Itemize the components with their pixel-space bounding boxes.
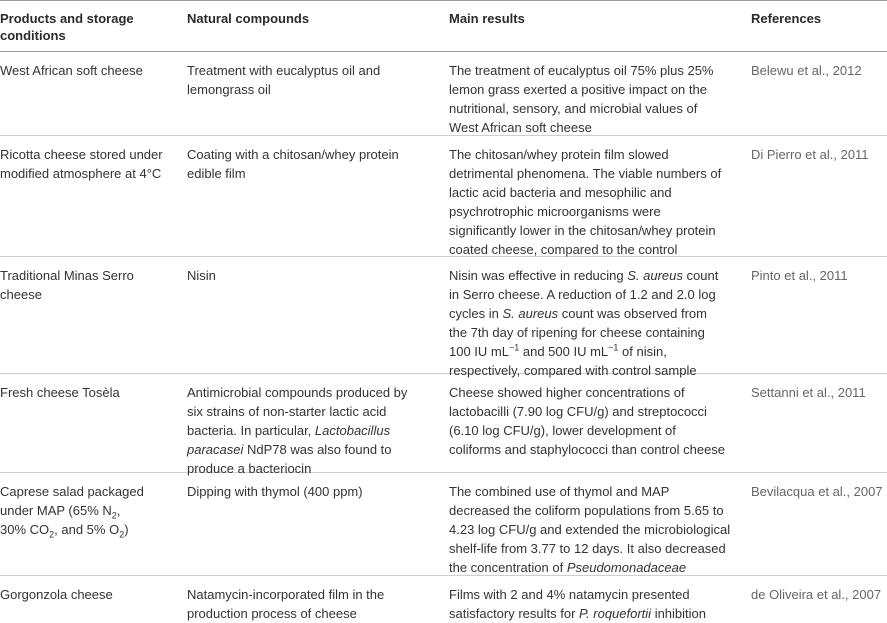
text-run: 30% CO	[0, 522, 50, 537]
cell-line: Dipping with thymol (400 ppm)	[187, 484, 363, 499]
table-row	[0, 576, 887, 621]
text-run: the concentration of	[449, 560, 567, 575]
results-cell	[449, 374, 751, 472]
header-products-line: Products and storage	[0, 11, 134, 26]
cell-line: nutritional, sensory, and microbial values of	[449, 101, 698, 116]
compounds-cell	[187, 576, 449, 621]
results-cell	[449, 136, 751, 256]
cell-line: Nisin	[187, 268, 216, 283]
text-run: satisfactory results for	[449, 606, 580, 621]
cell-line: the 7th day of ripening for cheese containing	[449, 325, 705, 340]
species-name: Lactobacillus	[314, 423, 391, 438]
cell-line: cheese	[0, 287, 42, 302]
cell-line	[187, 440, 449, 459]
species-name: P. roquefortii	[579, 606, 652, 621]
cell-line: lactobacilli (7.90 log CFU/g) and streptococci	[449, 404, 707, 419]
header-references: References	[751, 11, 822, 26]
text-run: 100 IU mL	[449, 344, 509, 359]
reference-cell: Settanni et al., 2011	[751, 385, 866, 400]
text-run: bacteria. In particular,	[187, 423, 315, 438]
compounds-cell	[187, 473, 449, 575]
cell-line: modified atmosphere at 4°C	[0, 166, 162, 181]
table-header	[0, 1, 887, 52]
product-cell	[0, 576, 187, 607]
text-run: NdP78 was also found to	[243, 442, 392, 457]
cell-line: Traditional Minas Serro	[0, 268, 134, 283]
cell-line: Caprese salad packaged	[0, 484, 144, 499]
table-row	[0, 52, 887, 136]
product-cell	[0, 136, 187, 256]
cell-line: produce a bacteriocin	[187, 461, 312, 476]
results-cell	[449, 52, 751, 135]
text-run: of nisin,	[618, 344, 667, 359]
cell-line: (6.10 log CFU/g), lower development of	[449, 423, 676, 438]
text-run: , and 5% O	[54, 522, 120, 537]
text-run: cycles in	[449, 306, 503, 321]
species-name: S. aureus	[502, 306, 559, 321]
product-cell	[0, 374, 187, 472]
compounds-cell	[187, 136, 449, 256]
cell-line: Coating with a chitosan/whey protein	[187, 147, 399, 162]
species-name: Pseudomonadaceae	[566, 560, 687, 575]
cell-line: edible film	[187, 166, 246, 181]
cell-line: lactic acid bacteria and mesophilic and	[449, 185, 672, 200]
cell-line	[187, 421, 449, 440]
table-row	[0, 136, 887, 257]
text-run: inhibition	[651, 606, 707, 621]
header-compounds: Natural compounds	[187, 11, 310, 26]
reference-cell: Di Pierro et al., 2011	[751, 147, 869, 162]
cell-line	[0, 501, 187, 520]
cell-line: The combined use of thymol and MAP	[449, 484, 670, 499]
compounds-cell	[187, 52, 449, 135]
text-run: Nisin was effective in reducing	[449, 268, 628, 283]
text-run: count	[682, 268, 719, 283]
reference-cell: Belewu et al., 2012	[751, 63, 862, 78]
species-name: paracasei	[187, 442, 244, 457]
text-run: count was observed from	[558, 306, 707, 321]
table-row	[0, 374, 887, 476]
cell-line: Natamycin-incorporated film in the	[187, 587, 385, 602]
cell-line: The chitosan/whey protein film slowed	[449, 147, 669, 162]
text-run: and 500 IU mL	[519, 344, 609, 359]
superscript: −1	[608, 342, 619, 353]
cell-line: The treatment of eucalyptus oil 75% plus 25%	[449, 63, 714, 78]
results-cell	[449, 257, 751, 378]
product-cell	[0, 473, 187, 575]
cell-line: Treatment with eucalyptus oil and	[187, 63, 381, 78]
cell-line: Ricotta cheese stored under	[0, 147, 163, 162]
compounds-cell	[187, 374, 449, 476]
text-run: ,	[116, 503, 121, 518]
cell-line: lemongrass oil	[187, 82, 271, 97]
subscript: 2	[49, 529, 55, 540]
header-products	[0, 1, 187, 51]
cell-line	[449, 342, 751, 361]
subscript: 2	[111, 510, 117, 521]
header-results: Main results	[449, 11, 525, 26]
cell-line	[449, 266, 751, 285]
cell-line: in Serro cheese. A reduction of 1.2 and 2.0 log	[449, 287, 716, 302]
table-row	[0, 473, 887, 576]
reference-cell: Bevilacqua et al., 2007	[751, 484, 883, 499]
cell-line: significantly lower in the chitosan/whey protein	[449, 223, 716, 238]
results-cell	[449, 576, 751, 621]
cell-line: coliforms and staphylococci than control cheese	[449, 442, 726, 457]
reference-cell: de Oliveira et al., 2007	[751, 587, 882, 602]
header-products-line: conditions	[0, 28, 66, 43]
cell-line: coated cheese, compared to the control	[449, 242, 678, 257]
cell-line: Cheese showed higher concentrations of	[449, 385, 685, 400]
cell-line	[449, 304, 751, 323]
product-cell	[0, 52, 187, 135]
reference-cell: Pinto et al., 2011	[751, 268, 848, 283]
species-name: S. aureus	[627, 268, 683, 283]
cell-line	[449, 558, 751, 577]
cell-line: psychrotrophic microorganisms were	[449, 204, 661, 219]
cell-line: 4.23 log CFU/g and extended the microbiological	[449, 522, 731, 537]
cell-line: lemon grass exerted a positive impact on the	[449, 82, 707, 97]
table-row	[0, 257, 887, 378]
cell-line: West African soft cheese	[0, 63, 143, 78]
cell-line: decreased the coliform populations from 5.65 to	[449, 503, 724, 518]
cell-line: respectively, compared with control sample	[449, 363, 697, 378]
cell-line: Gorgonzola cheese	[0, 587, 113, 602]
product-cell	[0, 257, 187, 373]
cell-line: six strains of non-starter lactic acid	[187, 404, 387, 419]
compounds-cell	[187, 257, 449, 373]
cell-line	[0, 520, 187, 539]
cell-line: Fresh cheese Tosèla	[0, 385, 120, 400]
text-run: under MAP (65% N	[0, 503, 112, 518]
cell-line: detrimental phenomena. The viable numbers of	[449, 166, 722, 181]
cell-line: shelf-life from 3.77 to 12 days. It also decreased	[449, 541, 726, 556]
cell-line: Antimicrobial compounds produced by	[187, 385, 408, 400]
text-run: )	[124, 522, 129, 537]
cell-line: production process of cheese	[187, 606, 357, 621]
cell-line: West African soft cheese	[449, 120, 592, 135]
results-cell	[449, 473, 751, 575]
subscript: 2	[119, 529, 125, 540]
superscript: −1	[508, 342, 520, 353]
cell-line: Films with 2 and 4% natamycin presented	[449, 587, 690, 602]
